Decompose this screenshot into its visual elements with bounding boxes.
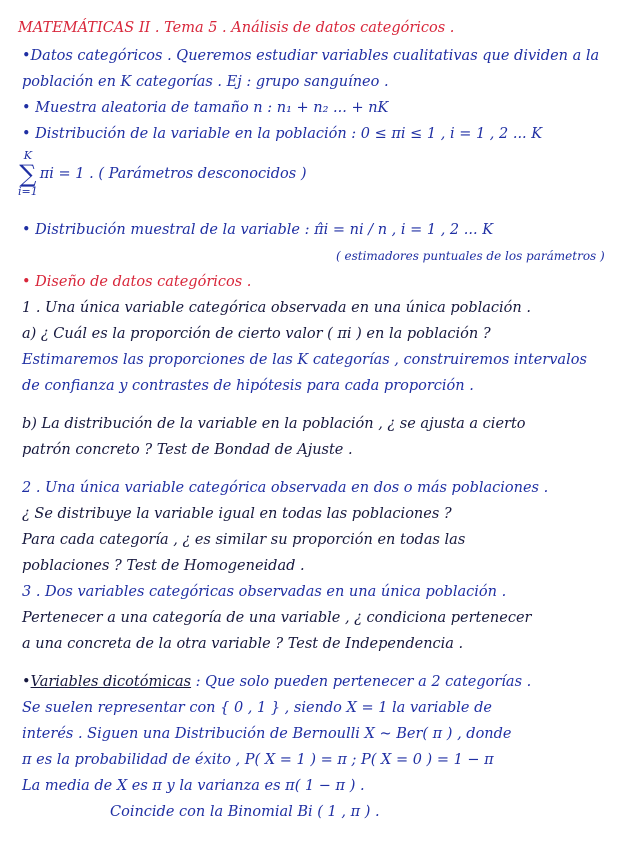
text-line: 3 . Dos variables categóricas observadas en una única población . bbox=[22, 584, 507, 600]
text-line: Estimaremos las proporciones de las K categorías , construiremos intervalos bbox=[22, 352, 587, 368]
text-line: •Datos categóricos . Queremos estudiar variables cualitativas que dividen a la bbox=[22, 48, 600, 64]
text-line: patrón concreto ? Test de Bondad de Ajuste . bbox=[22, 442, 353, 458]
text-line: Coincide con la Binomial Bi ( 1 , π ) . bbox=[110, 804, 380, 820]
sigma-icon: ∑ bbox=[19, 160, 37, 188]
text-line: ¿ Se distribuye la variable igual en todas las poblaciones ? bbox=[22, 506, 452, 522]
text-line: ( estimadores puntuales de los parámetros ) bbox=[336, 249, 605, 263]
text-line bbox=[22, 672, 531, 692]
text-line: 1 . Una única variable categórica observada en una única población . bbox=[22, 300, 531, 316]
bullet: • bbox=[22, 674, 31, 690]
text-line: Pertenecer a una categoría de una variable , ¿ condiciona pertenecer bbox=[22, 610, 532, 626]
text-line: Se suelen representar con { 0 , 1 } , siendo X = 1 la variable de bbox=[22, 700, 492, 716]
text-line: π es la probabilidad de éxito , P( X = 1 ) = π ; P( X = 0 ) = 1 − π bbox=[22, 752, 494, 768]
text-line: a una concreta de la otra variable ? Test de Independencia . bbox=[22, 636, 464, 652]
text-line: población en K categorías . Ej : grupo sanguíneo . bbox=[22, 74, 389, 90]
text-line: • Distribución de la variable en la población : 0 ≤ πi ≤ 1 , i = 1 , 2 ... K bbox=[22, 126, 543, 142]
text-line: • Muestra aleatoria de tamaño n : n₁ + n₂ ... + nK bbox=[22, 100, 389, 116]
text-line: de confianza y contrastes de hipótesis para cada proporción . bbox=[22, 378, 474, 394]
text-line: poblaciones ? Test de Homogeneidad . bbox=[22, 558, 305, 574]
text-line: interés . Siguen una Distribución de Bernoulli X ~ Ber( π ) , donde bbox=[22, 726, 512, 742]
text-fragment: : Que solo pueden pertenecer a 2 categorías . bbox=[195, 674, 532, 690]
text-line: 2 . Una única variable categórica observada en dos o más poblaciones . bbox=[22, 480, 549, 496]
text-line: b) La distribución de la variable en la población , ¿ se ajusta a cierto bbox=[22, 416, 526, 432]
sigma-block bbox=[18, 150, 38, 198]
summation-text: πi = 1 . ( Parámetros desconocidos ) bbox=[39, 166, 307, 182]
section-heading: • Diseño de datos categóricos . bbox=[22, 274, 252, 290]
sigma-upper: K bbox=[23, 149, 32, 162]
page-title: MATEMÁTICAS II . Tema 5 . Análisis de datos categóricos . bbox=[18, 20, 455, 36]
term-label: Variables dicotómicas bbox=[30, 674, 192, 690]
text-line: Para cada categoría , ¿ es similar su proporción en todas las bbox=[22, 532, 466, 548]
sigma-lower: i=1 bbox=[18, 185, 38, 198]
text-line: La media de X es π y la varianza es π( 1 − π ) . bbox=[22, 778, 365, 794]
summation-formula bbox=[18, 150, 306, 198]
text-line: a) ¿ Cuál es la proporción de cierto valor ( πi ) en la población ? bbox=[22, 326, 491, 342]
text-line: • Distribución muestral de la variable : π̂i = ni / n , i = 1 , 2 ... K bbox=[22, 222, 494, 238]
